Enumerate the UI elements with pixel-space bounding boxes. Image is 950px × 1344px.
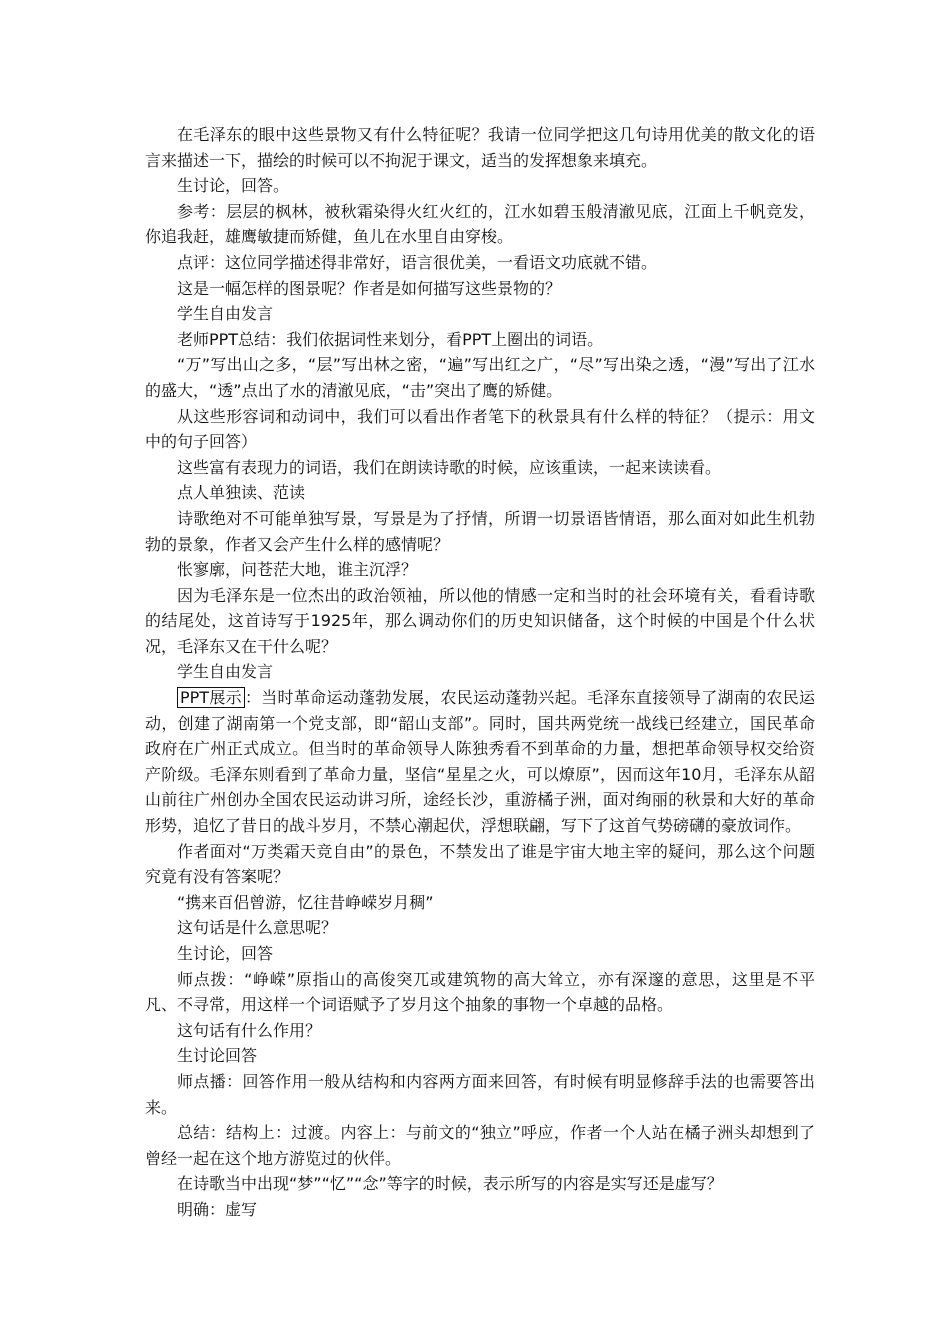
paragraph: 学生自由发言	[177, 662, 274, 682]
ppt-label-box: PPT展示	[177, 687, 245, 708]
ppt-paragraph	[145, 685, 815, 839]
paragraph: 生讨论，回答。	[177, 176, 290, 196]
paragraph: 点评：这位同学描述得非常好，语言很优美，一看语文功底就不错。	[177, 252, 658, 272]
paragraph: 师点播：回答作用一般从结构和内容两方面来回答，有时候有明显修辞手法的也需要答出来。	[145, 1071, 815, 1117]
ppt-text: ：当时革命运动蓬勃发展，农民运动蓬勃兴起。毛泽东直接领导了湖南的农民运动，创建了湖南第一个党支部，即“韶山支部”。同时，国共两党统一战线已经建立，国民革命政府在广州正式成立。但当时的革命领导人陈独秀看不到革命的力量，想把革命领导权交给资产阶级。毛泽东则看到了革命力量，坚信“星星之火，可以燎原”，因而这年10月，毛泽东从韶山前往广州创办全国农民运动讲习所，途经长沙，重游橘子洲，面对绚丽的秋景和大好的革命形势，追忆了昔日的战斗岁月，不禁心潮起伏，浮想联翩，写下了这首气势磅礴的豪放词作。	[145, 688, 815, 836]
paragraph: 生讨论，回答	[177, 944, 274, 963]
paragraph: 参考：层层的枫林，被秋霜染得火红火红的，江水如碧玉般清澈见底，江面上千帆竞发，你追我赶，雄鹰敏捷而矫健，鱼儿在水里自由穿梭。	[145, 201, 815, 247]
paragraph: 这些富有表现力的词语，我们在朗读诗歌的时候，应该重读，一起来读读看。	[177, 457, 722, 477]
paragraph: 学生自由发言	[177, 304, 274, 324]
paragraph: 总结：结构上：过渡。内容上：与前文的“独立”呼应，作者一个人站在橘子洲头却想到了曾经一起在这个地方游览过的伙伴。	[145, 1123, 815, 1168]
paragraph: 点人单独读、范读	[177, 483, 306, 503]
paragraph: 这句话是什么意思呢？	[177, 918, 338, 938]
paragraph: 诗歌绝对不可能单独写景，写景是为了抒情，所谓一切景语皆情语，那么面对如此生机勃勃的景象，作者又会产生什么样的感情呢？	[145, 508, 815, 554]
paragraph: 师点拨：“峥嵘”原指山的高俊突兀或建筑物的高大耸立，亦有深邃的意思，这里是不平凡、不寻常，用这样一个词语赋予了岁月这个抽象的事物一个卓越的品格。	[145, 969, 815, 1015]
paragraph: 从这些形容词和动词中，我们可以看出作者笔下的秋景具有什么样的特征？（提示：用文中的句子回答）	[145, 406, 815, 452]
paragraph: 老师PPT总结：我们依据词性来划分，看PPT上圈出的词语。	[177, 329, 604, 349]
paragraph: 这是一幅怎样的图景呢？作者是如何描写这些景物的？	[177, 278, 562, 298]
paragraph: 这句话有什么作用？	[177, 1020, 322, 1040]
paragraph: 怅寥廓，问苍茫大地，谁主沉浮？	[177, 560, 418, 580]
paragraph: 在诗歌当中出现“梦”“忆”“念”等字的时候，表示所写的内容是实写还是虚写？	[177, 1174, 723, 1194]
document-body	[145, 122, 815, 1223]
quote-line: “携来百侣曾游，忆往昔峥嵘岁月稠”	[177, 892, 434, 912]
paragraph: 明确：虚写	[177, 1199, 258, 1219]
paragraph: “万”写出山之多，“层”写出林之密，“遍”写出红之广，“尽”写出染之透，“漫”写出了江水的盛大，“透”点出了水的清澈见底，“击”突出了鹰的矫健。	[145, 355, 815, 400]
paragraph: 作者面对“万类霜天竞自由”的景色，不禁发出了谁是宇宙大地主宰的疑问，那么这个问题究竟有没有答案呢？	[145, 841, 815, 887]
paragraph: 因为毛泽东是一位杰出的政治领袖，所以他的情感一定和当时的社会环境有关，看看诗歌的结尾处，这首诗写于1925年，那么调动你们的历史知识储备，这个时候的中国是个什么状况，毛泽东又在干什么呢？	[145, 585, 815, 656]
paragraph: 在毛泽东的眼中这些景物又有什么特征呢？我请一位同学把这几句诗用优美的散文化的语言来描述一下，描绘的时候可以不拘泥于课文，适当的发挥想象来填充。	[145, 125, 815, 170]
paragraph: 生讨论回答	[177, 1046, 258, 1066]
